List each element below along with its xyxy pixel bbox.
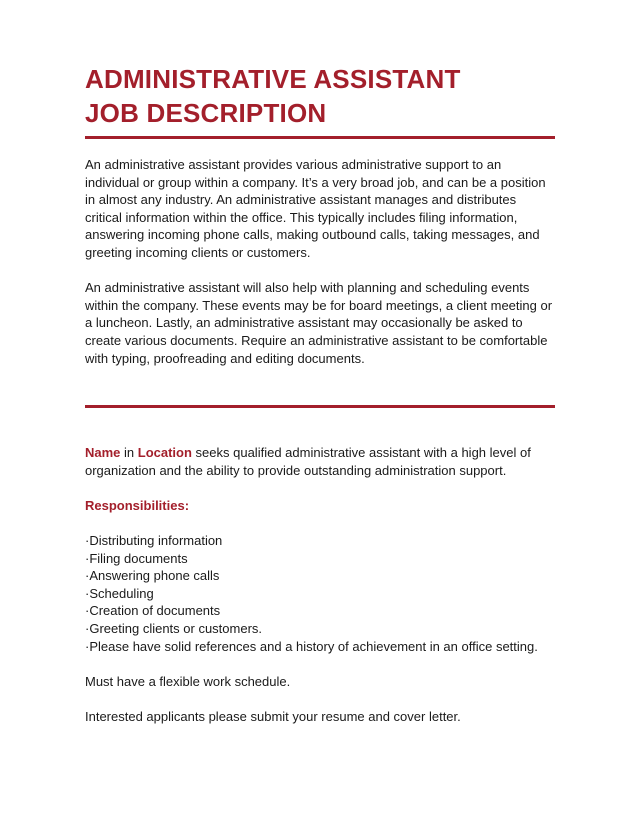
job-description-page — [85, 62, 555, 726]
list-item: · Please have solid references and a history of achievement in an office setting. — [85, 638, 555, 656]
intro-paragraph-1: An administrative assistant provides various administrative support to an individual or group within a company. It’s a very broad job, and can be a position in almost any industry. An administrative assistant manages and distributes critical information within the office. This typically includes filing information, answering incoming phone calls, making outbound calls, taking messages, and greeting incoming clients or customers. — [85, 157, 546, 260]
posting-lead-paragraph — [85, 444, 555, 479]
title-line-2: JOB DESCRIPTION — [85, 98, 327, 128]
section-divider — [85, 405, 555, 408]
list-item: · Distributing information — [85, 532, 555, 550]
responsibilities-list — [85, 532, 555, 655]
list-item: · Greeting clients or customers. — [85, 620, 555, 638]
lead-text: seeks qualified administrative assistant with a high level of organization and the ability to provide outstanding administration support. — [85, 445, 531, 478]
location-placeholder: Location — [137, 445, 192, 461]
responsibilities-heading: Responsibilities: — [85, 497, 190, 513]
list-item: · Creation of documents — [85, 602, 555, 620]
in-word: in — [120, 445, 138, 461]
list-item: · Scheduling — [85, 585, 555, 603]
intro-paragraph-2: An administrative assistant will also help with planning and scheduling events within the company. These events may be for board meetings, a client meeting or a luncheon. Lastly, an administrative assistant may occasionally be asked to create various documents. Require an administrative assistant to be comfortable with typing, proofreading and editing documents. — [85, 280, 553, 366]
list-item: · Filing documents — [85, 550, 555, 568]
document-title — [85, 62, 555, 130]
schedule-note: Must have a flexible work schedule. — [85, 673, 291, 689]
title-divider — [85, 136, 555, 139]
apply-note: Interested applicants please submit your resume and cover letter. — [85, 709, 461, 725]
company-name-placeholder: Name — [85, 445, 121, 461]
title-line-1: ADMINISTRATIVE ASSISTANT — [85, 64, 461, 94]
list-item: · Answering phone calls — [85, 567, 555, 585]
